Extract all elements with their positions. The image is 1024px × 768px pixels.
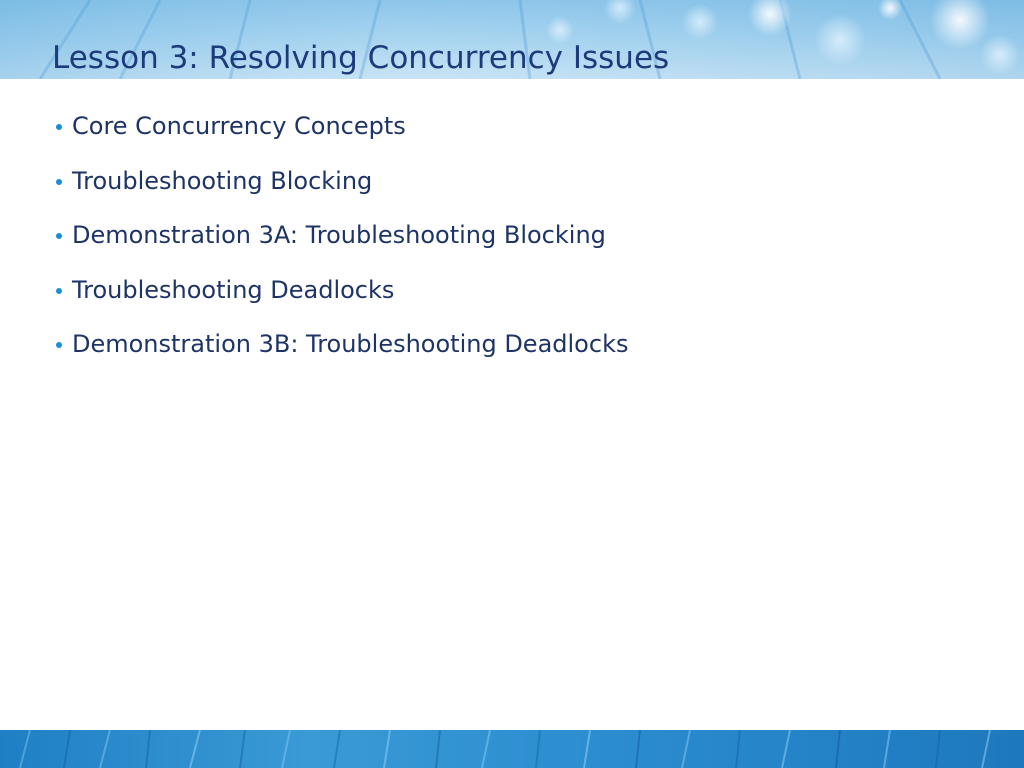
bullet-item <box>56 272 628 327</box>
bullet-item <box>56 326 628 381</box>
header-banner <box>0 0 1024 79</box>
bullet-text: Core Concurrency Concepts <box>72 112 406 140</box>
bullet-text: Troubleshooting Deadlocks <box>72 275 395 304</box>
bullet-item <box>56 217 628 272</box>
footer-banner-texture <box>0 730 1024 768</box>
bullet-icon <box>56 342 62 348</box>
bullet-icon <box>56 124 62 130</box>
bullet-icon <box>56 179 62 185</box>
footer-banner <box>0 730 1024 768</box>
bullet-text: Demonstration 3B: Troubleshooting Deadlocks <box>72 330 629 358</box>
bullet-text: Troubleshooting Blocking <box>72 166 373 195</box>
slide-title: Lesson 3: Resolving Concurrency Issues <box>52 40 670 76</box>
bullet-item <box>56 163 628 218</box>
bullet-item <box>56 108 628 163</box>
bullet-text: Demonstration 3A: Troubleshooting Blocking <box>72 221 606 249</box>
bullet-icon <box>56 288 62 294</box>
bullet-icon <box>56 233 62 239</box>
bullet-list <box>56 108 628 381</box>
